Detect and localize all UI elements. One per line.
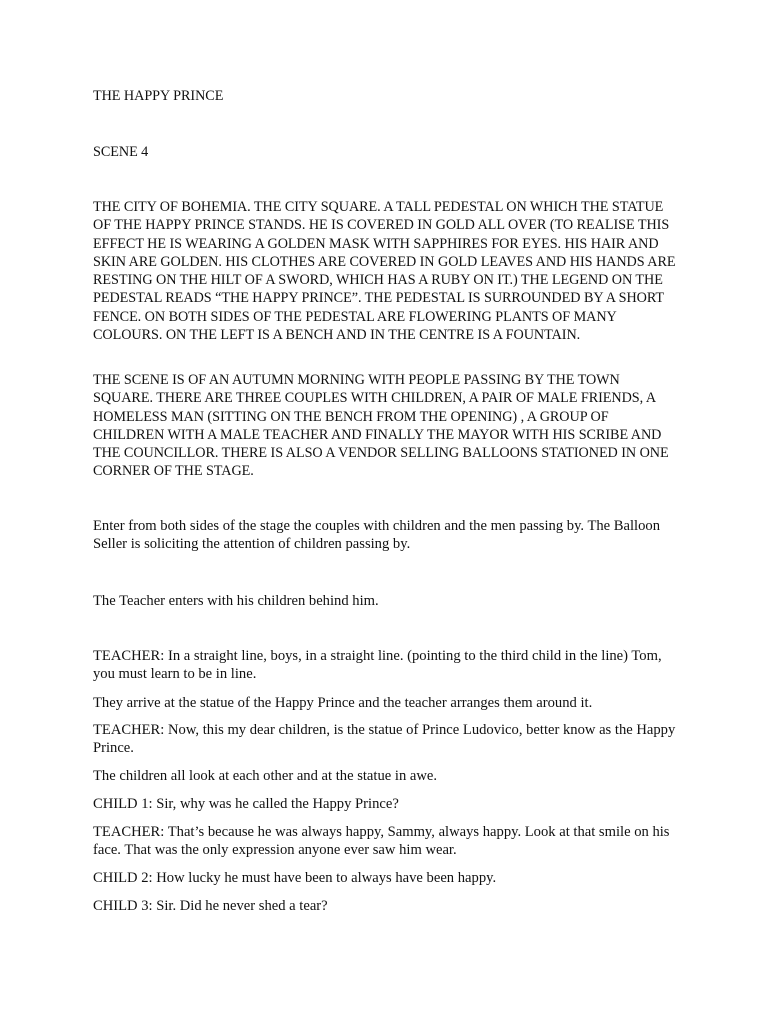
dialogue-teacher-3: TEACHER: That’s because he was always happy, Sammy, always happy. Look at that smile on his face. That was the only expression anyone ever saw him wear. <box>93 824 670 859</box>
stage-direction-arrive: They arrive at the statue of the Happy Prince and the teacher arranges them around it. <box>93 695 593 711</box>
dialogue-child-2: CHILD 2: How lucky he must have been to always have been happy. <box>93 870 497 886</box>
document-title: THE HAPPY PRINCE <box>93 88 224 104</box>
scene-heading: SCENE 4 <box>93 144 149 160</box>
document-page <box>93 0 678 1024</box>
stage-direction-entrance: Enter from both sides of the stage the couples with children and the men passing by. The Balloon Seller is soliciting the attention of children passing by. <box>93 518 661 553</box>
dialogue-child-1: CHILD 1: Sir, why was he called the Happy Prince? <box>93 796 399 812</box>
setting-paragraph-1: THE CITY OF BOHEMIA. THE CITY SQUARE. A TALL PEDESTAL ON WHICH THE STATUE OF THE HAPPY PRINCE STANDS. HE IS COVERED IN GOLD ALL OVER (TO REALISE THIS EFFECT HE IS WEARING A GOLDEN MASK WITH SAPPHIRES FOR EYES. HIS HAIR AND SKIN ARE GOLDEN. HIS CLOTHES ARE COVERED IN GOLD LEAVES AND HIS HANDS ARE RESTING ON THE HILT OF A SWORD, WHICH HAS A RUBY ON IT.) THE LEGEND ON THE PEDESTAL READS “THE HAPPY PRINCE”. THE PEDESTAL IS SURROUNDED BY A SHORT FENCE. ON BOTH SIDES OF THE PEDESTAL ARE FLOWERING PLANTS OF MANY COLOURS. ON THE LEFT IS A BENCH AND IN THE CENTRE IS A FOUNTAIN. <box>93 199 676 344</box>
dialogue-child-3: CHILD 3: Sir. Did he never shed a tear? <box>93 898 328 914</box>
dialogue-teacher-2: TEACHER: Now, this my dear children, is the statue of Prince Ludovico, better know as the Happy Prince. <box>93 722 676 757</box>
setting-paragraph-2: THE SCENE IS OF AN AUTUMN MORNING WITH PEOPLE PASSING BY THE TOWN SQUARE. THERE ARE THREE COUPLES WITH CHILDREN, A PAIR OF MALE FRIENDS, A HOMELESS MAN (SITTING ON THE BENCH FROM THE OPENING) , A GROUP OF CHILDREN WITH A MALE TEACHER AND FINALLY THE MAYOR WITH HIS SCRIBE AND THE COUNCILLOR. THERE IS ALSO A VENDOR SELLING BALLOONS STATIONED IN ONE CORNER OF THE STAGE. <box>93 372 669 480</box>
dialogue-teacher-1: TEACHER: In a straight line, boys, in a straight line. (pointing to the third child in the line) Tom, you must learn to be in line. <box>93 648 662 683</box>
stage-direction-teacher-enters: The Teacher enters with his children behind him. <box>93 593 379 609</box>
stage-direction-awe: The children all look at each other and at the statue in awe. <box>93 768 438 784</box>
